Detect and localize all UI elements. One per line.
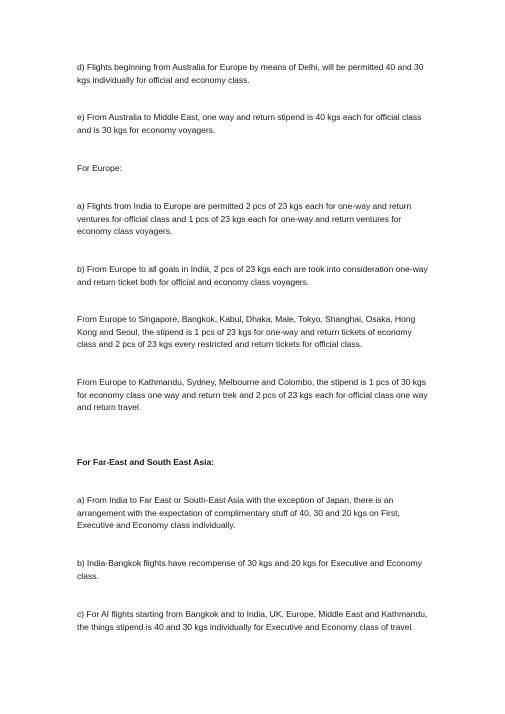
paragraph-b-india-bangkok: b) India-Bangkok flights have recompense of 30 kgs and 20 kgs for Executive and Economy class. [77,558,422,581]
paragraph-europe-kathmandu: From Europe to Kathmandu, Sydney, Melbourne and Colombo, the stipend is 1 pcs of 30 kgs for economy class one way and return trek and 2 pcs of 23 kgs each for official class one way and return travel. [77,377,428,413]
paragraph-a-india-europe: a) Flights from India to Europe are permitted 2 pcs of 23 kgs each for one-way and return ventures for official class and 1 pcs of 23 kgs each for one-way and return ventures for economy class voyagers. [77,201,412,237]
paragraph-europe-asia-cities: From Europe to Singapore, Bangkok, Kabul, Dhaka, Male, Tokyo, Shanghai, Osaka, Hong Kong and Seoul, the stipend is 1 pcs of 23 kgs for one-way and return tickets of economy class and 2 pcs of 23 kgs every restricted and return tickets for official class. [77,314,416,350]
paragraph-e-australia-middle-east: e) From Australia to Middle East, one way and return stipend is 40 kgs each for official class and is 30 kgs for economy voyagers. [77,112,422,135]
heading-far-east-south-east-asia: For Far-East and South East Asia: [77,457,214,467]
heading-for-europe: For Europe: [77,163,122,173]
paragraph-d-australia-europe: d) Flights beginning from Australia for Europe by means of Delhi, will be permitted 40 and 30 kgs individually for official and economy class. [77,62,424,85]
paragraph-b-europe-india: b) From Europe to all goals in India, 2 pcs of 23 kgs each are took into consideration one-way and return ticket both for official and economy class voyagers. [77,264,428,287]
paragraph-c-ai-bangkok: c) For AI flights starting from Bangkok and to India, UK, Europe, Middle East and Kathmandu, the things stipend is 40 and 30 kgs individually for Executive and Economy class of travel. [77,609,428,632]
paragraph-a-india-far-east: a) From India to Far East or South-East Asia with the exception of Japan, there is an arrangement with the expectation of complimentary stuff of 40, 30 and 20 kgs on First, Executive and Economy class individually. [77,495,400,531]
